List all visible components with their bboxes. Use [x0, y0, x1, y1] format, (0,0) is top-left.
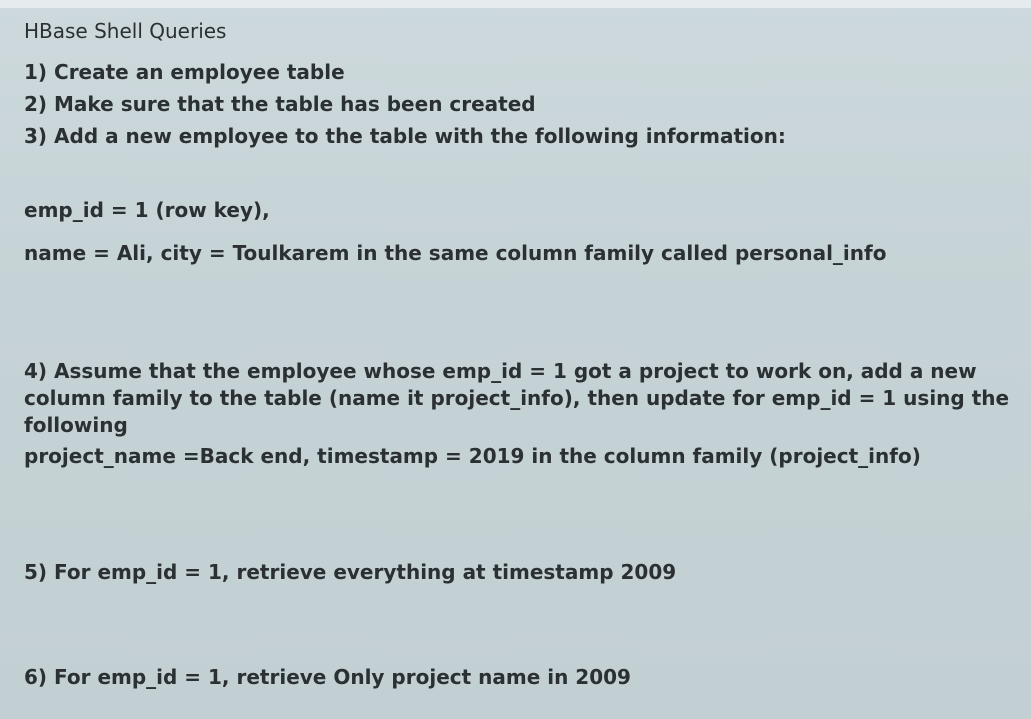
question-3-detail-row-key: emp_id = 1 (row key),: [24, 198, 270, 222]
question-3-detail-columns: name = Ali, city = Toulkarem in the same column family called personal_info: [24, 241, 887, 265]
top-edge: [0, 0, 1031, 8]
question-6: 6) For emp_id = 1, retrieve Only project name in 2009: [24, 665, 631, 689]
question-2: 2) Make sure that the table has been created: [24, 92, 536, 116]
question-4-line-3: following: [24, 413, 128, 437]
question-3: 3) Add a new employee to the table with the following information:: [24, 124, 786, 148]
document-title: HBase Shell Queries: [24, 19, 227, 43]
question-4-line-4: project_name =Back end, timestamp = 2019 in the column family (project_info): [24, 444, 921, 468]
question-5: 5) For emp_id = 1, retrieve everything at timestamp 2009: [24, 560, 677, 584]
question-1: 1) Create an employee table: [24, 60, 345, 84]
question-4-line-1: 4) Assume that the employee whose emp_id = 1 got a project to work on, add a new: [24, 359, 977, 383]
question-4-line-2: column family to the table (name it project_info), then update for emp_id = 1 using the: [24, 386, 1010, 410]
